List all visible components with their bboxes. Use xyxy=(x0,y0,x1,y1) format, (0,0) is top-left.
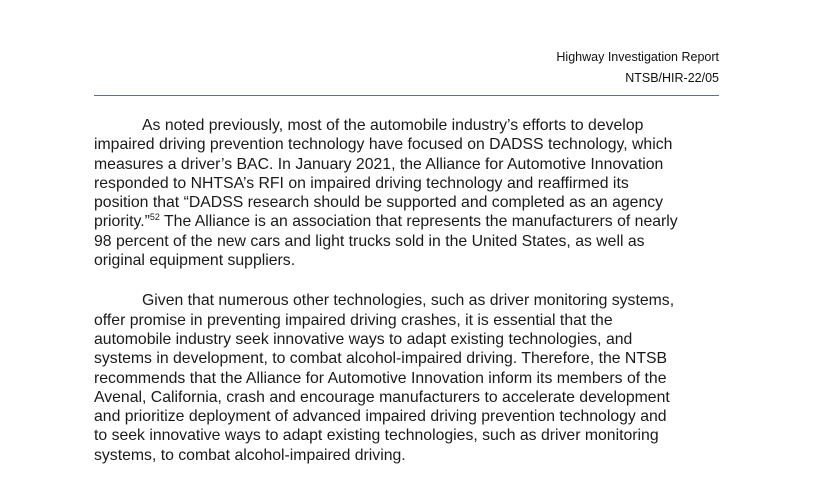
paragraph-line: 98 percent of the new cars and light trucks sold in the United States, as well as xyxy=(94,232,645,250)
paragraph-line: measures a driver’s BAC. In January 2021, the Alliance for Automotive Innovation xyxy=(94,155,664,173)
report-number: NTSB/HIR-22/05 xyxy=(625,71,719,85)
paragraph-line: offer promise in preventing impaired driving crashes, it is essential that the xyxy=(94,311,613,329)
paragraph-line: systems in development, to combat alcohol-impaired driving. Therefore, the NTSB xyxy=(94,350,668,368)
running-header xyxy=(556,47,719,89)
header-divider xyxy=(94,95,719,96)
paragraph-line: original equipment suppliers. xyxy=(94,252,296,270)
paragraph-line: responded to NHTSA’s RFI on impaired driving technology and reaffirmed its xyxy=(94,174,629,192)
paragraph-line: impaired driving prevention technology have focused on DADSS technology, which xyxy=(94,136,673,154)
paragraph-line: Given that numerous other technologies, such as driver monitoring systems, xyxy=(142,292,675,310)
paragraph-line xyxy=(94,212,734,231)
document-body xyxy=(94,116,734,465)
paragraph-line: As noted previously, most of the automobile industry’s efforts to develop xyxy=(142,117,644,134)
paragraph-2 xyxy=(94,291,734,465)
footnote-reference[interactable]: 52 xyxy=(149,212,160,223)
paragraph-line: systems, to combat alcohol-impaired driving. xyxy=(94,446,406,464)
paragraph-line: recommends that the Alliance for Automotive Innovation inform its members of the xyxy=(94,369,667,387)
paragraph-1 xyxy=(94,116,734,270)
line-text: priority.” xyxy=(94,213,150,231)
paragraph-line: automobile industry seek innovative ways to adapt existing technologies, and xyxy=(94,330,633,348)
paragraph-line: and prioritize deployment of advanced impaired driving prevention technology and xyxy=(94,408,667,426)
line-text: The Alliance is an association that represents the manufacturers of nearly xyxy=(159,213,678,231)
paragraph-line: to seek innovative ways to adapt existing technologies, such as driver monitoring xyxy=(94,427,659,445)
paragraph-line: position that “DADSS research should be supported and completed as an agency xyxy=(94,194,664,212)
report-type: Highway Investigation Report xyxy=(556,50,719,64)
paragraph-line: Avenal, California, crash and encourage manufacturers to accelerate development xyxy=(94,388,670,406)
